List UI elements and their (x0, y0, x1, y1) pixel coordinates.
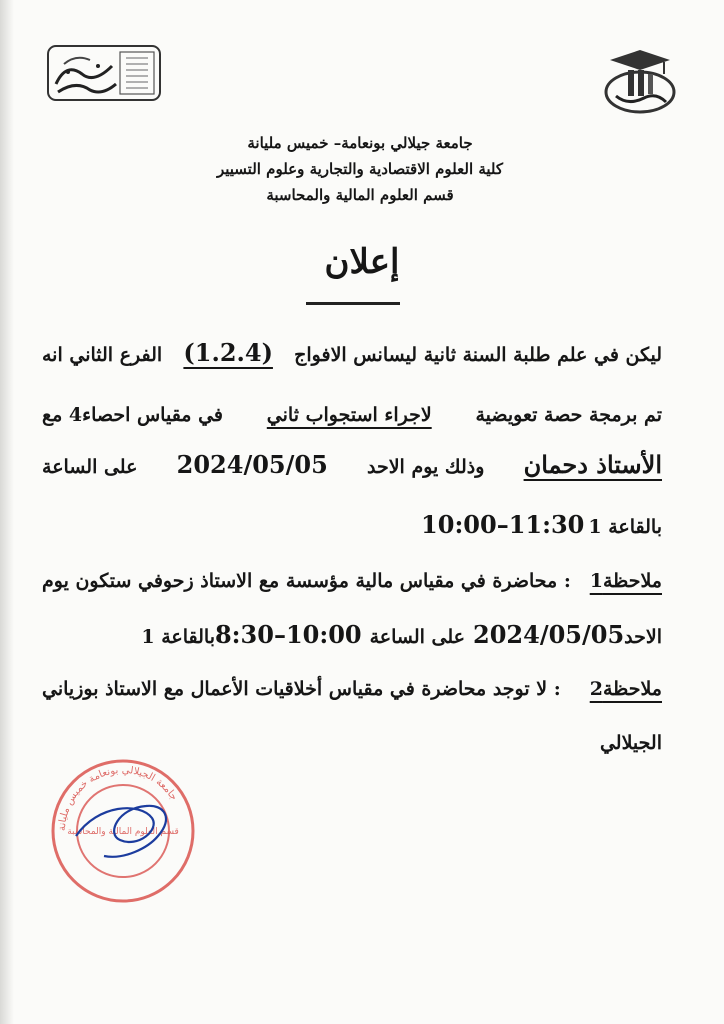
announcement-title: إعلان (324, 242, 400, 282)
line1-text-a: ليكن في علم طلبة السنة ثانية ليسانس الافواج (294, 344, 662, 366)
body-line-2 (42, 404, 662, 426)
note2-line-1 (42, 678, 662, 700)
line3-text-b: وذلك يوم الاحد (367, 456, 485, 478)
institution-header (150, 130, 570, 208)
line1-text-b: الفرع الثاني انه (42, 344, 163, 366)
department-name: قسم العلوم المالية والمحاسبة (266, 186, 454, 204)
university-name: جامعة جيلالي بونعامة– خميس مليانة (247, 134, 473, 152)
faculty-logo-right (598, 46, 682, 116)
note1-text-b: الاحد (624, 626, 662, 648)
official-stamp (48, 756, 198, 906)
line2-text-c: في مقياس احصاء4 مع (42, 404, 224, 426)
body-line-4 (42, 510, 662, 539)
line2-text-a: تم برمجة حصة تعويضية (475, 404, 662, 426)
title-underline (306, 302, 400, 305)
university-logo-left (46, 44, 162, 102)
stamp-center-text: قسم العلوم المالية والمحاسبة (67, 827, 179, 837)
note1-date: 2024/05/05 (473, 620, 625, 649)
body-line-1 (42, 338, 662, 367)
note2-label: ملاحظة2 (589, 678, 662, 700)
note1-room: بالقاعة 1 (141, 626, 215, 648)
note2-text-a: : لا توجد محاضرة في مقياس أخلاقيات الأعمال مع الاستاذ بوزياني (42, 678, 561, 700)
note1-line-2 (42, 620, 662, 649)
note2-line-2 (42, 732, 662, 754)
line3-text-c: على الساعة (42, 456, 138, 478)
note1-time: 8:30–10:00 (214, 620, 362, 649)
session-time: 10:00–11:30 (421, 510, 585, 539)
faculty-name: كلية العلوم الاقتصادية والتجارية وعلوم التسيير (216, 160, 504, 178)
note1-label: ملاحظة1 (589, 570, 662, 592)
note2-text-b: الجيلالي (599, 732, 662, 754)
line2-text-b: لاجراء استجواب ثاني (266, 404, 432, 426)
note1-text-a: : محاضرة في مقياس مالية مؤسسة مع الاستاذ زحوفي ستكون يوم (42, 570, 571, 592)
body-line-3 (42, 450, 662, 479)
stamp-ring-text: جامعة الجيلالي بونعامة خميس مليانة (56, 764, 180, 832)
session-room: بالقاعة 1 (588, 516, 662, 538)
professor-name: الأستاذ دحمان (523, 450, 662, 479)
note1-line-1 (42, 570, 662, 592)
note1-text-c: على الساعة (369, 626, 466, 648)
scan-edge-shadow (0, 0, 14, 1024)
groups-label: (1.2.4) (183, 338, 273, 367)
session-date: 2024/05/05 (176, 450, 328, 479)
